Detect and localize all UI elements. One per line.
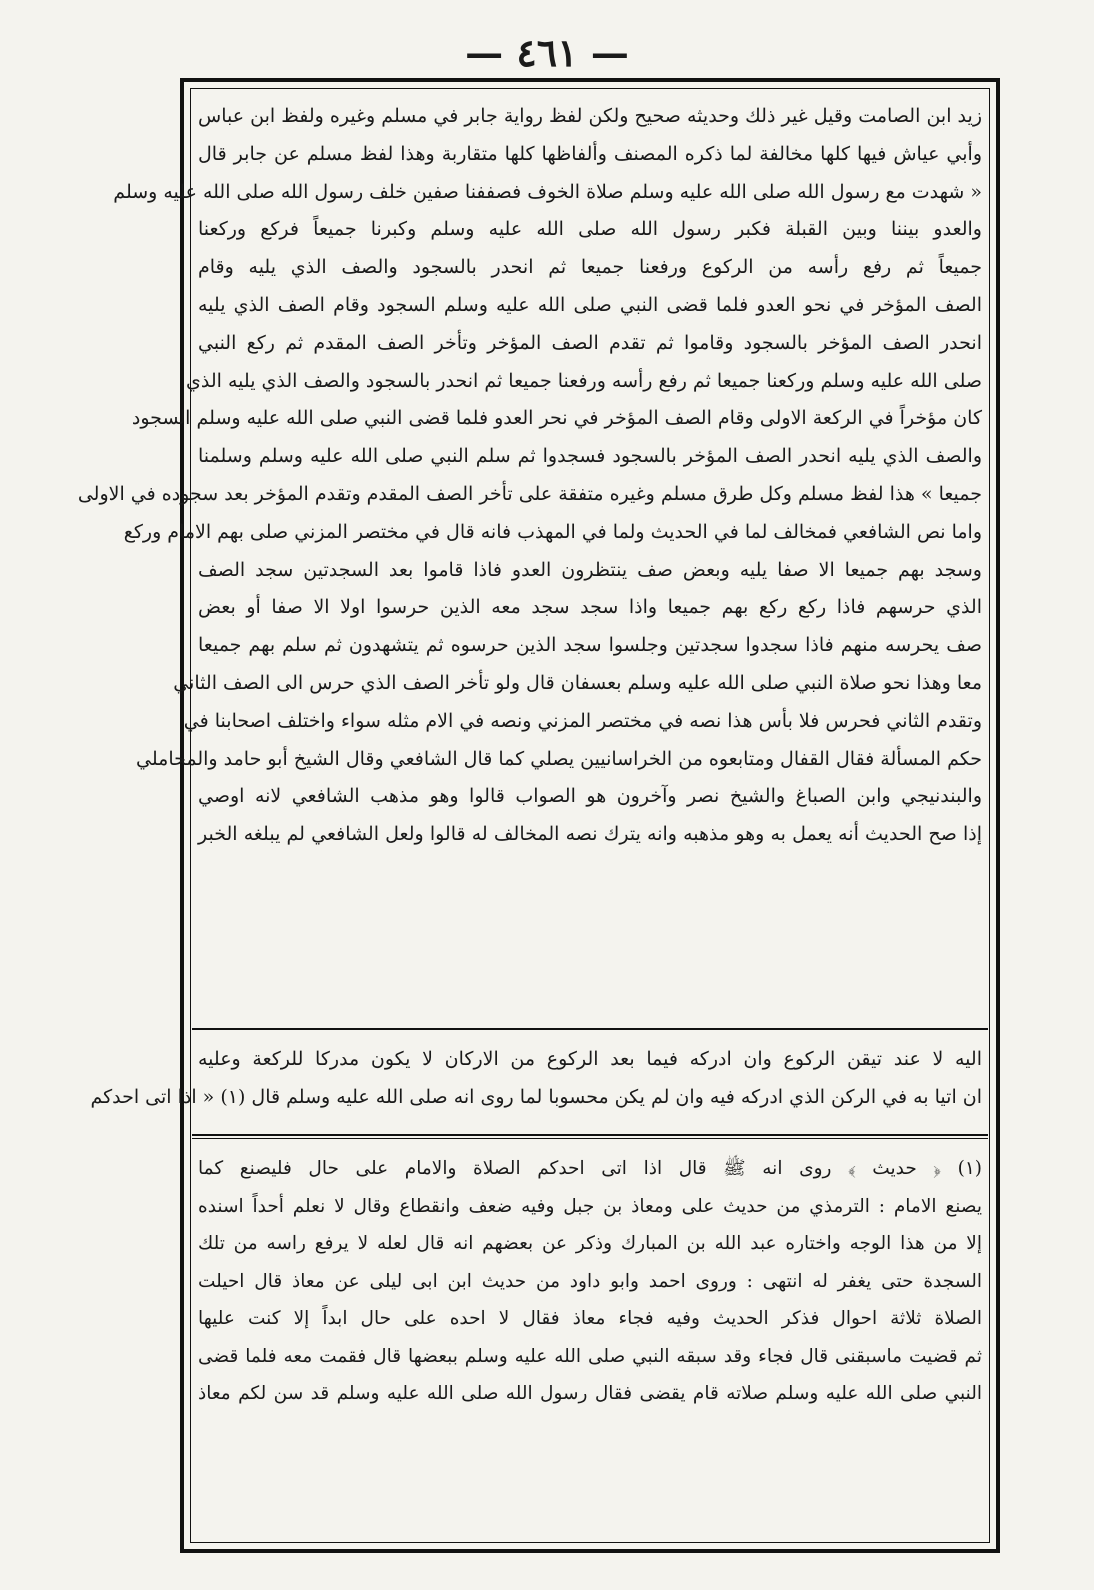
- footnote-line: السجدة حتى يغفر له انتهى : وروى احمد وابو داود من حديث ابن ابى ليلى عن معاذ قال احيلت: [198, 1270, 982, 1292]
- text-line: جميعاً ثم رفع رأسه من الركوع ورفعنا جميعا ثم انحدر بالسجود والصف الذي يليه وقام: [198, 256, 982, 279]
- page-frame: [77, 78, 1000, 1553]
- footnote-line: إلا من هذا الوجه واختاره عبد الله بن المبارك وذكر عن بعضهم انه قال لعله لا يرفع راسه من تلك: [198, 1233, 982, 1254]
- text-line: وسجد بهم جميعا الا صفا يليه وبعض صف ينتظرون العدو فاذا قاموا بعد السجدتين سجد الصف: [198, 558, 982, 581]
- text-line: والعدو بيننا وبين القبلة فكبر رسول الله صلى الله عليه وسلم وكبرنا جميعاً فركع وركعنا: [198, 218, 982, 241]
- footnote-line: يصنع الامام : الترمذي من حديث على ومعاذ بن جبل وفيه ضعف وانقطاع وقال لا نعلم أحداً اسنده: [198, 1195, 982, 1217]
- text-line: وأبي عياش فيها كلها مخالفة لما ذكره المصنف وألفاظها كلها متقاربة وهذا لفظ مسلم عن جابر قال: [198, 142, 982, 165]
- text-line: الذي حرسهم فاذا ركع ركع بهم جميعا واذا سجد سجد معه الذين حرسوا اولا الا صفا أو بعض: [198, 596, 982, 619]
- text-line: وتقدم الثاني فحرس فلا بأس هذا نصه في مختصر المزني ونصه في الام مثله سواء واختلف اصحابنا في: [183, 709, 982, 732]
- text-line: انحدر الصف المؤخر بالسجود وقاموا ثم تقدم الصف المؤخر وتأخر الصف المقدم ثم ركع النبي: [198, 331, 982, 354]
- footnote-line: النبي صلى الله عليه وسلم صلاته قام يقضى فقال رسول الله صلى الله عليه وسلم قد سن لكم معاذ: [198, 1383, 982, 1404]
- page-number: — ٤٦١ —: [465, 30, 629, 75]
- text-line: صف يحرسه منهم فاذا سجدوا سجدتين وجلسوا سجد الذين حرسوه ثم يتشهدون ثم سلم بهم جميعا: [198, 634, 983, 657]
- text-line: « شهدت مع رسول الله صلى الله عليه وسلم صلاة الخوف فصففنا صفين خلف رسول الله صلى الله عليه وسلم: [113, 180, 982, 203]
- main-text-block: [77, 98, 983, 1008]
- text-line: جميعا » هذا لفظ مسلم وكل طرق مسلم وغيره متفقة على تأخر الصف المقدم وتقدم المؤخر بعد سجوده في الاولى: [77, 482, 982, 505]
- footnote-line: الصلاة ثلاثة احوال فذكر الحديث وفيه فجاء معاذ فقال لا احده على حال ابداً إلا كنت عليها: [198, 1308, 982, 1329]
- text-line: معا وهذا نحو صلاة النبي صلى الله عليه وسلم بعسفان قال ولو تأخر الصف الذي حرس الى الصف الثاني: [173, 671, 982, 694]
- footnote-line: ثم قضيت ماسبقنى قال فجاء وقد سبقه النبي صلى الله عليه وسلم ببعضها قال فقمت معه فلما قضى: [198, 1345, 982, 1367]
- section-divider: [192, 1028, 988, 1030]
- text-line: زيد ابن الصامت وقيل غير ذلك وحديثه صحيح ولكن لفظ رواية جابر في مسلم وغيره ولفظ ابن عباس: [198, 105, 982, 127]
- footnote-divider: [192, 1134, 988, 1136]
- footnote-divider-thin: [192, 1138, 988, 1139]
- footnote-line: (١) ﴿ حديث ﴾ روى انه ﷺ قال اذا اتى احدكم الصلاة والامام على حال فليصنع كما: [198, 1158, 982, 1179]
- commentary-block: [90, 1040, 982, 1130]
- text-line: واما نص الشافعي فمخالف لما في الحديث ولما في المهذب فانه قال في مختصر المزني صلى بهم الامام وركع: [123, 520, 982, 543]
- text-line: اليه لا عند تيقن الركوع وان ادركه فيما بعد الركوع من الاركان لا يكون مدركا للركعة وعليه: [198, 1048, 982, 1070]
- text-line: كان مؤخراً في الركعة الاولى وقام الصف المؤخر في نحر العدو فلما قضى النبي صلى الله عليه وسلم السجود: [131, 407, 982, 430]
- text-line: صلى الله عليه وسلم وركعنا جميعا ثم رفع رأسه ورفعنا جميعا ثم انحدر بالسجود والصف الذي يليه الذي: [186, 369, 982, 392]
- text-line: حكم المسألة فقال القفال ومتابعوه من الخراسانيين يصلي كما قال الشافعي وقال الشيخ أبو حامد والمحاملي: [136, 747, 982, 770]
- text-line: والبندنيجي وابن الصباغ والشيخ نصر وآخرون هو الصواب قالوا وهو مذهب الشافعي لانه اوصي: [198, 785, 982, 808]
- text-line: ان اتيا به في الركن الذي ادركه فيه وان لم يكن محسوبا لما روى انه صلى الله عليه وسلم قال (١) « اذا اتى احدكم: [90, 1086, 982, 1108]
- text-line: والصف الذي يليه انحدر الصف المؤخر بالسجود فسجدوا ثم سلم النبي صلى الله عليه وسلم وسلمنا: [198, 445, 982, 468]
- footnote-block: [198, 1150, 982, 1530]
- text-line: إذا صح الحديث أنه يعمل به وهو مذهبه وانه يترك نصه المخالف له قالوا ولعل الشافعي لم يبلغه الخبر: [198, 823, 982, 846]
- text-line: الصف المؤخر في نحو العدو فلما قضى النبي صلى الله عليه وسلم السجود وقام الصف الذي يليه: [198, 293, 982, 316]
